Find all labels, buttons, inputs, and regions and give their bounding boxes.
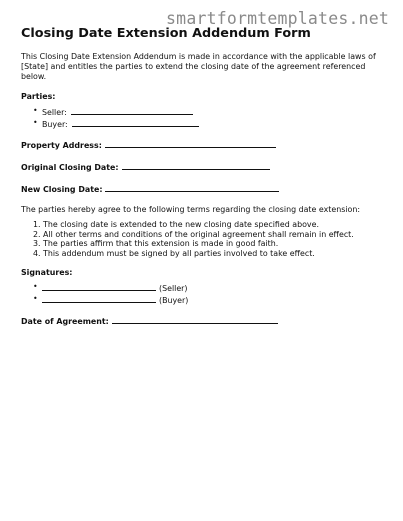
property-address-label: Property Address: bbox=[21, 141, 102, 150]
date-of-agreement-field bbox=[21, 315, 385, 327]
seller-signature-line[interactable] bbox=[42, 282, 156, 291]
watermark-logo: smartformtemplates.net bbox=[166, 9, 389, 28]
terms-list bbox=[21, 220, 385, 258]
document bbox=[21, 26, 385, 327]
new-closing-date-label: New Closing Date: bbox=[21, 185, 103, 194]
original-closing-date-line[interactable] bbox=[122, 161, 270, 170]
property-address-field bbox=[21, 139, 385, 151]
list-item bbox=[33, 294, 385, 306]
buyer-line[interactable] bbox=[72, 118, 199, 127]
seller-label: Seller: bbox=[42, 108, 67, 117]
intro-paragraph: This Closing Date Extension Addendum is made in accordance with the applicable laws of [State] and entitles the parties to extend the closing date of the agreement referenced below. bbox=[21, 52, 376, 81]
new-closing-date-field bbox=[21, 183, 385, 195]
list-item bbox=[33, 282, 385, 294]
seller-line[interactable] bbox=[71, 106, 193, 115]
agreement-paragraph: The parties hereby agree to the following terms regarding the closing date extension: bbox=[21, 205, 361, 214]
parties-list bbox=[21, 106, 385, 129]
property-address-line[interactable] bbox=[105, 139, 276, 148]
original-closing-date-field bbox=[21, 161, 385, 173]
parties-heading: Parties: bbox=[21, 92, 56, 101]
list-item bbox=[33, 106, 385, 118]
signatures-heading: Signatures: bbox=[21, 268, 73, 277]
buyer-label: Buyer: bbox=[42, 119, 68, 129]
date-of-agreement-label: Date of Agreement: bbox=[21, 317, 109, 326]
list-item: 3. The parties affirm that this extension is made in good faith. bbox=[33, 239, 279, 248]
list-item bbox=[33, 118, 385, 130]
original-closing-date-label: Original Closing Date: bbox=[21, 163, 119, 172]
buyer-signature-label: (Buyer) bbox=[159, 295, 189, 305]
signatures-list bbox=[21, 282, 385, 305]
page-title: Closing Date Extension Addendum Form bbox=[21, 26, 311, 41]
list-item: 4. This addendum must be signed by all parties involved to take effect. bbox=[33, 248, 315, 258]
new-closing-date-line[interactable] bbox=[105, 183, 279, 192]
buyer-signature-line[interactable] bbox=[42, 294, 156, 303]
list-item: 1. The closing date is extended to the new closing date specified above. bbox=[33, 220, 319, 229]
seller-signature-label: (Seller) bbox=[159, 284, 188, 293]
date-of-agreement-line[interactable] bbox=[112, 315, 278, 324]
list-item: 2. All other terms and conditions of the original agreement shall remain in effect. bbox=[33, 229, 354, 239]
